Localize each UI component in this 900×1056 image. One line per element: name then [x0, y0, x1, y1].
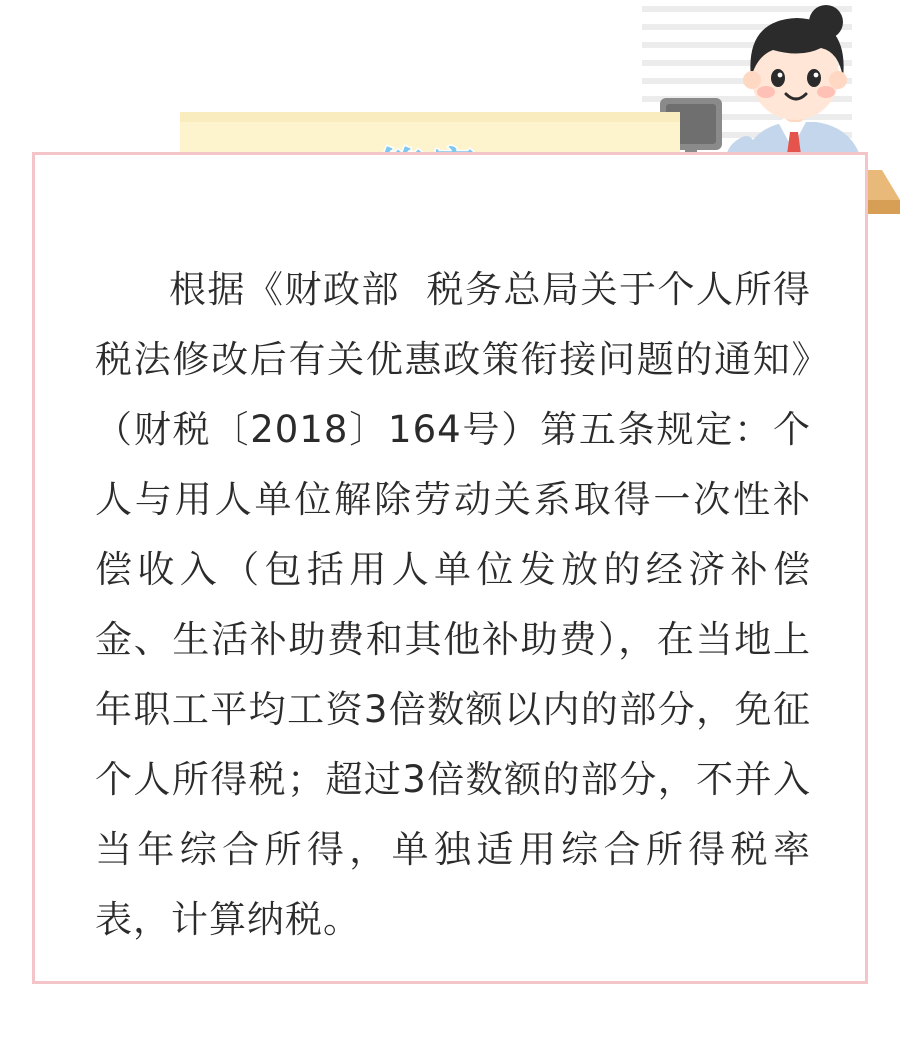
- answer-paragraph: 根据《财政部 税务总局关于个人所得税法修改后有关优惠政策衔接问题的通知》（财税〔2018〕164号）第五条规定：个人与用人单位解除劳动关系取得一次性补偿收入（包括用人单位发放的经济补偿金、生活补助费和其他补助费），在当地上年职工平均工资3倍数额以内的部分，免征个人所得税；超过3倍数额的部分，不并入当年综合所得，单独适用综合所得税率表，计算纳税。: [95, 268, 811, 941]
- answer-card: [32, 152, 868, 984]
